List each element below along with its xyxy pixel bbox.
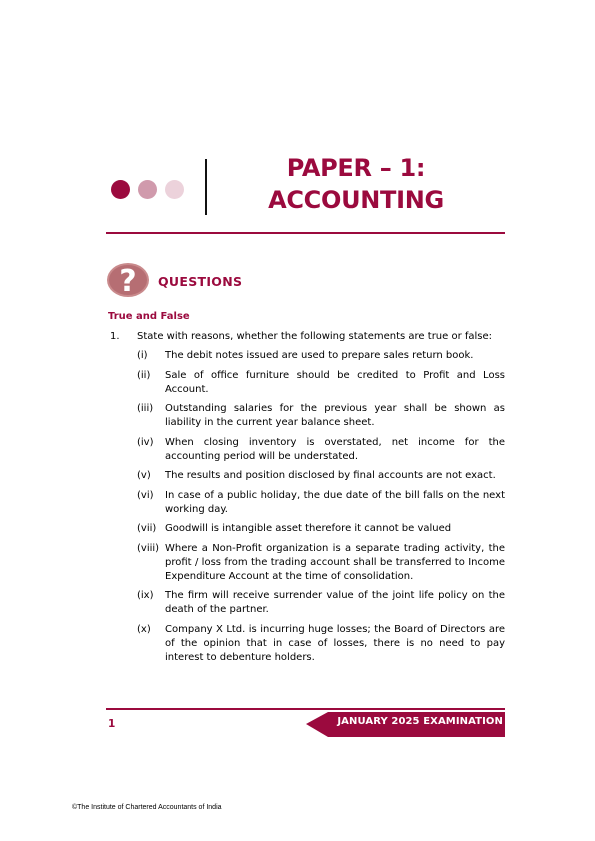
- dot-medium: [138, 180, 157, 199]
- decorative-dots: [111, 179, 184, 199]
- item-text: The firm will receive surrender value of the joint life policy on the death of the partner.: [165, 590, 505, 615]
- title-line-1: PAPER – 1:: [286, 154, 426, 182]
- copyright-footer: ©The Institute of Chartered Accountants of India: [72, 804, 222, 811]
- title-line-2: ACCOUNTING: [268, 186, 444, 214]
- list-item: [137, 623, 505, 665]
- header-rule: [106, 232, 505, 234]
- item-number: (ii): [137, 369, 151, 381]
- exam-banner: JANUARY 2025 EXAMINATION: [337, 716, 503, 727]
- list-item: [137, 402, 505, 430]
- item-number: (ix): [137, 590, 154, 601]
- svg-text:?: ?: [119, 264, 137, 297]
- item-number: (iii): [137, 403, 154, 414]
- item-text: Where a Non-Profit organization is a separate trading activity, the profit / loss from the trading account shall be transferred to Income Expenditure Account at the time of consolidation.: [165, 542, 505, 582]
- question-number: 1.: [110, 331, 120, 342]
- section-title: True and False: [108, 311, 190, 322]
- item-number: (v): [137, 470, 151, 481]
- item-text: Outstanding salaries for the previous year shall be shown as liability in the current year balance sheet.: [165, 403, 505, 428]
- item-text: In case of a public holiday, the due date of the bill falls on the next working day.: [165, 489, 505, 515]
- item-text: The results and position disclosed by final accounts are not exact.: [165, 470, 496, 481]
- list-item: [137, 436, 505, 464]
- item-number: (viii): [137, 542, 160, 554]
- page-title: [220, 152, 492, 216]
- questions-heading: QUESTIONS: [158, 274, 243, 289]
- list-item: [137, 542, 505, 584]
- item-number: (i): [137, 350, 148, 361]
- list-item: [137, 469, 505, 483]
- dot-light: [165, 180, 184, 199]
- list-item: [137, 522, 505, 536]
- list-item: [137, 489, 505, 517]
- page-number: 1: [108, 718, 116, 730]
- item-number: (x): [137, 623, 151, 635]
- list-item: [137, 589, 505, 617]
- item-number: (iv): [137, 436, 154, 448]
- item-text: Company X Ltd. is incurring huge losses; the Board of Directors are of the opinion that in case of losses, there is no need to pay interest to debenture holders.: [165, 623, 505, 663]
- title-divider: [205, 159, 207, 215]
- dot-dark: [111, 180, 130, 199]
- item-text: When closing inventory is overstated, net income for the accounting period will be understated.: [165, 436, 505, 462]
- item-text: Sale of office furniture should be credited to Profit and Loss Account.: [165, 369, 505, 395]
- statement-list: [137, 349, 505, 670]
- list-item: [137, 349, 505, 363]
- question-mark-icon: [107, 263, 149, 297]
- question-prompt: State with reasons, whether the following statements are true or false:: [137, 331, 493, 342]
- item-number: (vi): [137, 489, 154, 501]
- item-text: The debit notes issued are used to prepare sales return book.: [165, 350, 474, 361]
- list-item: [137, 369, 505, 397]
- item-text: Goodwill is intangible asset therefore it cannot be valued: [165, 523, 452, 534]
- item-number: (vii): [137, 523, 157, 534]
